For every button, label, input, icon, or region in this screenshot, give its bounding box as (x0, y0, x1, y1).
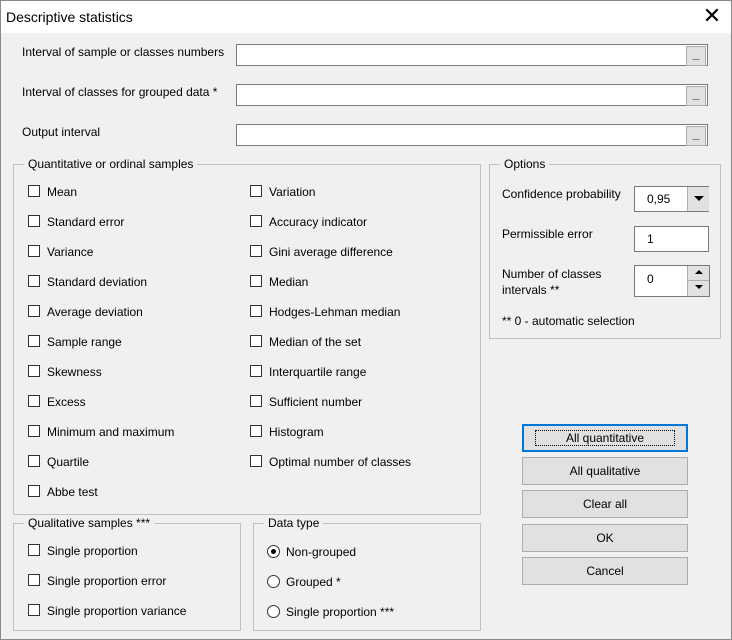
checkbox-label: Standard error (47, 215, 125, 229)
classes-count-spinner[interactable] (634, 265, 710, 297)
checkbox-label: Median (269, 275, 309, 289)
output-interval-label: Output interval (22, 125, 101, 139)
radio-selected-dot (271, 549, 276, 554)
sample-interval-label: Interval of sample or classes numbers (22, 45, 225, 59)
checkbox-box[interactable] (250, 215, 262, 227)
checkbox-label: Sample range (47, 335, 122, 349)
checkbox-label: Median of the set (269, 335, 362, 349)
radio-label: Single proportion *** (286, 605, 395, 619)
checkbox-label: Accuracy indicator (269, 215, 368, 229)
checkbox-box[interactable] (250, 185, 262, 197)
checkbox-box[interactable] (28, 275, 40, 287)
checkbox-label: Standard deviation (47, 275, 148, 289)
window-title: Descriptive statistics (6, 9, 133, 25)
classes-interval-picker-button[interactable]: _ (686, 86, 706, 106)
sample-interval-input[interactable] (236, 44, 708, 66)
checkbox-box[interactable] (28, 215, 40, 227)
checkbox-box[interactable] (28, 544, 40, 556)
data-type-legend: Data type (264, 516, 323, 530)
checkbox-label: Skewness (47, 365, 102, 379)
classes-count-value: 0 (647, 272, 654, 286)
checkbox-box[interactable] (28, 395, 40, 407)
checkbox-box[interactable] (28, 604, 40, 616)
checkbox-label: Abbe test (47, 485, 98, 499)
confidence-select[interactable] (634, 186, 709, 212)
checkbox-box[interactable] (250, 335, 262, 347)
checkbox-box[interactable] (28, 245, 40, 257)
checkbox-label: Quartile (47, 455, 90, 469)
sample-interval-picker-button[interactable]: _ (686, 46, 706, 66)
checkbox-box[interactable] (28, 365, 40, 377)
output-interval-picker-button[interactable]: _ (686, 126, 706, 146)
checkbox-label: Single proportion (47, 544, 138, 558)
ok-button[interactable]: OK (522, 524, 688, 552)
all-quantitative-button[interactable] (522, 424, 688, 452)
title-bar (1, 1, 731, 33)
radio-circle[interactable] (267, 575, 280, 588)
quantitative-legend: Quantitative or ordinal samples (24, 157, 197, 171)
checkbox-label: Sufficient number (269, 395, 363, 409)
checkbox-label: Hodges-Lehman median (269, 305, 401, 319)
checkbox-label: Single proportion variance (47, 604, 187, 618)
confidence-value: 0,95 (647, 192, 671, 206)
checkbox-label: Mean (47, 185, 78, 199)
cancel-button[interactable]: Cancel (522, 557, 688, 585)
classes-count-label: Number of classes intervals ** (502, 267, 602, 297)
checkbox-box[interactable] (28, 485, 40, 497)
checkbox-label: Optimal number of classes (269, 455, 412, 469)
checkbox-label: Average deviation (47, 305, 143, 319)
checkbox-box[interactable] (28, 574, 40, 586)
spin-down-icon[interactable] (687, 281, 709, 296)
confidence-label: Confidence probability (502, 187, 621, 201)
checkbox-box[interactable] (28, 335, 40, 347)
checkbox-box[interactable] (250, 365, 262, 377)
checkbox-label: Interquartile range (269, 365, 367, 379)
permissible-input[interactable] (634, 226, 709, 252)
checkbox-label: Minimum and maximum (47, 425, 175, 439)
checkbox-box[interactable] (28, 185, 40, 197)
checkbox-box[interactable] (28, 425, 40, 437)
checkbox-box[interactable] (250, 395, 262, 407)
checkbox-box[interactable] (250, 245, 262, 257)
radio-circle[interactable] (267, 545, 280, 558)
chevron-down-icon[interactable] (687, 187, 709, 211)
radio-label: Grouped * (286, 575, 341, 589)
spin-up-icon[interactable] (687, 266, 709, 281)
checkbox-label: Excess (47, 395, 86, 409)
checkbox-label: Gini average difference (269, 245, 393, 259)
all-qualitative-button[interactable]: All qualitative (522, 457, 688, 485)
clear-all-button[interactable]: Clear all (522, 490, 688, 518)
checkbox-box[interactable] (250, 425, 262, 437)
radio-label: Non-grouped (286, 545, 357, 559)
all-quantitative-label: All quantitative (536, 431, 674, 445)
output-interval-input[interactable] (236, 124, 708, 146)
checkbox-box[interactable] (250, 305, 262, 317)
classes-interval-input[interactable] (236, 84, 708, 106)
checkbox-label: Variation (269, 185, 316, 199)
checkbox-box[interactable] (250, 275, 262, 287)
permissible-value: 1 (647, 232, 654, 246)
checkbox-label: Single proportion error (47, 574, 167, 588)
close-icon[interactable]: ✕ (702, 3, 722, 28)
automatic-selection-note: ** 0 - automatic selection (502, 314, 635, 328)
checkbox-box[interactable] (28, 455, 40, 467)
classes-interval-label: Interval of classes for grouped data * (22, 85, 218, 99)
permissible-label: Permissible error (502, 227, 593, 241)
checkbox-label: Histogram (269, 425, 324, 439)
radio-circle[interactable] (267, 605, 280, 618)
options-legend: Options (500, 157, 549, 171)
qualitative-legend: Qualitative samples *** (24, 516, 154, 530)
checkbox-box[interactable] (28, 305, 40, 317)
checkbox-label: Variance (47, 245, 94, 259)
checkbox-box[interactable] (250, 455, 262, 467)
